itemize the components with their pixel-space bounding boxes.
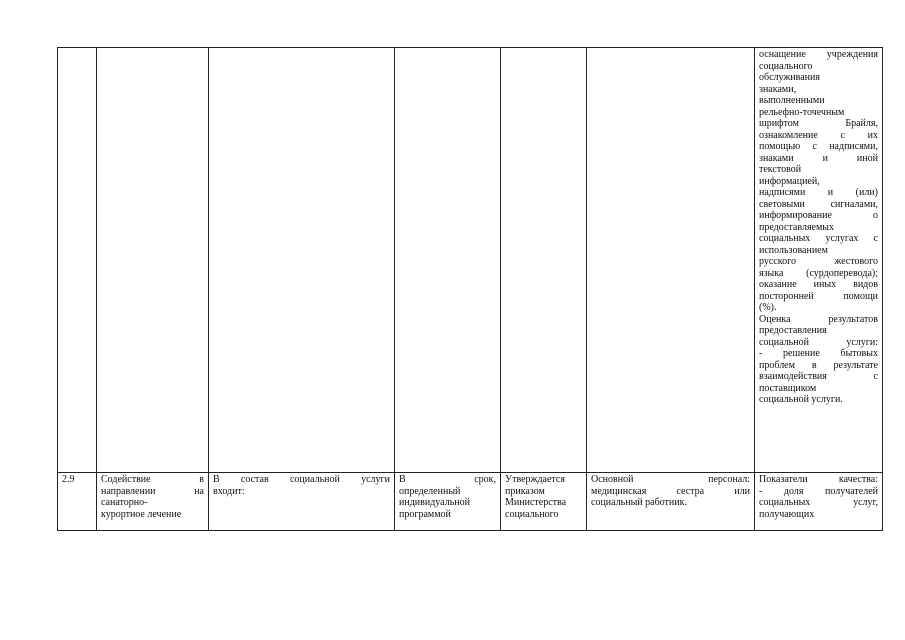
- table-row: [58, 473, 883, 531]
- cell-text-line: предоставляемых: [759, 221, 835, 233]
- cell-indicators: [755, 48, 883, 473]
- cell-text-line: оказание иных видов: [759, 279, 878, 290]
- cell-text-line: взаимодействия с: [759, 371, 878, 382]
- cell-number: 2.9: [58, 473, 97, 531]
- cell-text-line: надписями и (или): [759, 187, 878, 198]
- cell-text-line: социальной услуги:: [759, 336, 878, 348]
- cell-text-line: ознакомление с их: [759, 129, 878, 141]
- cell-text-line: - доля получателей: [759, 485, 878, 497]
- cell-number: [58, 48, 97, 473]
- cell-text-line: посторонней помощи: [759, 290, 878, 302]
- cell-text-line: программой: [399, 508, 451, 520]
- cell-text-line: помощью с надписями,: [759, 141, 878, 152]
- cell-text-line: оснащение учреждения: [759, 49, 878, 60]
- cell-text-line: Оценка результатов: [759, 313, 878, 325]
- cell-text-line: языка (сурдоперевода);: [759, 267, 878, 279]
- cell-text-line: световыми сигналами,: [759, 198, 878, 210]
- cell-term: [395, 48, 501, 473]
- cell-text-line: знаками,: [759, 83, 797, 95]
- cell-text-line: курортное лечение: [101, 508, 182, 520]
- cell-approval: [501, 473, 587, 531]
- cell-text-line: Министерства: [505, 497, 567, 508]
- cell-text-line: обслуживания: [759, 72, 820, 83]
- cell-text-line: входит:: [213, 485, 245, 497]
- cell-text-line: - решение бытовых: [759, 348, 878, 359]
- cell-text-line: социального: [505, 508, 559, 520]
- cell-text-line: Показатели качества:: [759, 474, 878, 485]
- cell-text-line: социальный работник.: [591, 497, 687, 508]
- cell-text-line: использованием: [759, 244, 828, 256]
- cell-text-line: социальных услуг,: [759, 497, 878, 508]
- table-row: [58, 48, 883, 473]
- cell-service: [97, 473, 209, 531]
- cell-text-line: направлении на: [101, 485, 204, 497]
- cell-service: [97, 48, 209, 473]
- cell-text-line: определенный: [399, 485, 461, 497]
- cell-text-line: социальной услуги.: [759, 394, 843, 405]
- cell-text-line: выполненными: [759, 95, 825, 106]
- cell-text-line: индивидуальной: [399, 497, 470, 508]
- services-table: [57, 47, 883, 531]
- cell-text-line: Содействие в: [101, 474, 204, 485]
- cell-approval: [501, 48, 587, 473]
- cell-text-line: поставщиком: [759, 382, 817, 394]
- cell-text-line: В состав социальной услуги: [213, 474, 390, 485]
- cell-text-line: (%).: [759, 302, 777, 313]
- cell-text-line: проблем в результате: [759, 359, 878, 371]
- cell-personnel: [587, 473, 755, 531]
- cell-content: [209, 48, 395, 473]
- cell-text-line: социального: [759, 60, 813, 72]
- cell-text-line: социальных услугах с: [759, 233, 878, 244]
- cell-indicators: [755, 473, 883, 531]
- cell-text-line: рельефно-точечным: [759, 106, 845, 118]
- cell-text-line: знаками и иной: [759, 152, 878, 164]
- cell-text-line: Утверждается: [505, 474, 565, 485]
- cell-text-line: Основной персонал:: [591, 474, 750, 485]
- cell-text-line: информирование о: [759, 210, 878, 221]
- cell-text-line: приказом: [505, 485, 545, 497]
- cell-text-line: информацией,: [759, 175, 820, 187]
- cell-text-line: текстовой: [759, 164, 802, 175]
- cell-text-line: предоставления: [759, 325, 827, 336]
- cell-term: [395, 473, 501, 531]
- cell-text-line: шрифтом Брайля,: [759, 118, 878, 129]
- cell-text-line: получающих: [759, 508, 815, 520]
- cell-text-line: санаторно-: [101, 497, 148, 508]
- cell-text-line: русского жестового: [759, 256, 878, 267]
- cell-content: [209, 473, 395, 531]
- cell-text-line: медицинская сестра или: [591, 485, 750, 497]
- cell-text-line: В срок,: [399, 474, 496, 485]
- cell-personnel: [587, 48, 755, 473]
